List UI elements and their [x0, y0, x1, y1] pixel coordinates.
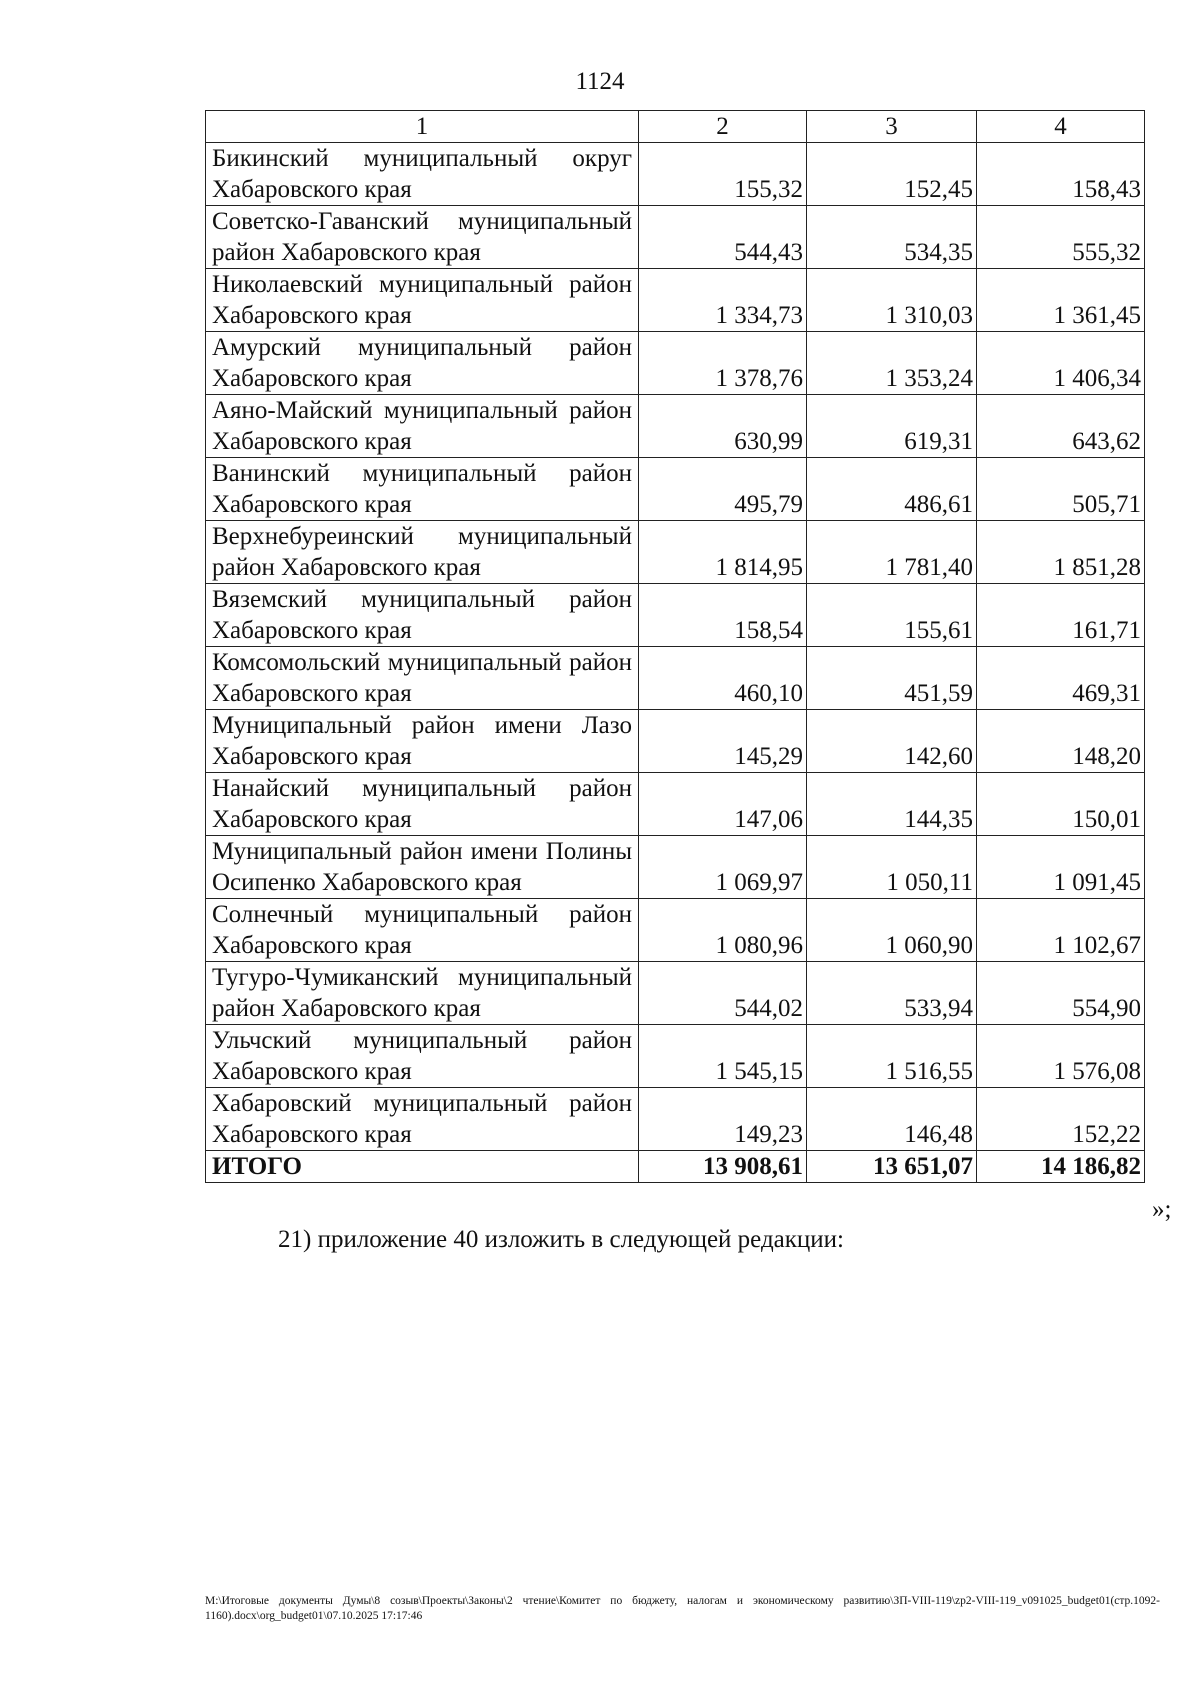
table-row — [206, 1025, 1145, 1088]
table-row — [206, 899, 1145, 962]
value-cell-col4: 1 361,45 — [977, 269, 1145, 332]
value-cell-col3: 1 060,90 — [807, 899, 977, 962]
value-cell-col3: 1 353,24 — [807, 332, 977, 395]
value-cell-col2: 1 069,97 — [639, 836, 807, 899]
value-cell-col4: 161,71 — [977, 584, 1145, 647]
value-cell-col4: 152,22 — [977, 1088, 1145, 1151]
table-row — [206, 458, 1145, 521]
value-cell-col3: 451,59 — [807, 647, 977, 710]
closing-quote: »; — [1152, 1196, 1172, 1223]
municipality-name-cell: Вяземский муниципальный район Хабаровского края — [206, 584, 639, 647]
table-row — [206, 773, 1145, 836]
column-header: 1 — [206, 111, 639, 143]
value-cell-col2: 147,06 — [639, 773, 807, 836]
table-row — [206, 836, 1145, 899]
municipality-name-cell: Муниципальный район имени Лазо Хабаровского края — [206, 710, 639, 773]
total-label: ИТОГО — [206, 1151, 639, 1183]
value-cell-col2: 460,10 — [639, 647, 807, 710]
value-cell-col4: 643,62 — [977, 395, 1145, 458]
value-cell-col3: 146,48 — [807, 1088, 977, 1151]
value-cell-col4: 1 851,28 — [977, 521, 1145, 584]
table-row — [206, 647, 1145, 710]
value-cell-col2: 495,79 — [639, 458, 807, 521]
municipality-name-cell: Бикинский муниципальный округ Хабаровского края — [206, 143, 639, 206]
municipality-name-cell: Тугуро-Чумиканский муниципальный район Хабаровского края — [206, 962, 639, 1025]
municipality-name-cell: Советско-Гаванский муниципальный район Хабаровского края — [206, 206, 639, 269]
file-path-footer: M:\Итоговые документы Думы\8 созыв\Проекты\Законы\2 чтение\Комитет по бюджету, налогам и экономическому развитию\ЗП-VIII-119\zp2-VIII-119_v091025_budget01(стр.1092-1160).docx\org_budget01\07.10.2025 17:17:46 — [205, 1595, 1160, 1622]
municipality-name-cell: Ванинский муниципальный район Хабаровского края — [206, 458, 639, 521]
value-cell-col2: 544,43 — [639, 206, 807, 269]
value-cell-col3: 142,60 — [807, 710, 977, 773]
value-cell-col4: 469,31 — [977, 647, 1145, 710]
table-row — [206, 143, 1145, 206]
value-cell-col4: 1 406,34 — [977, 332, 1145, 395]
value-cell-col2: 1 334,73 — [639, 269, 807, 332]
value-cell-col4: 505,71 — [977, 458, 1145, 521]
table-row — [206, 206, 1145, 269]
value-cell-col3: 1 516,55 — [807, 1025, 977, 1088]
total-col2: 13 908,61 — [639, 1151, 807, 1183]
value-cell-col2: 1 378,76 — [639, 332, 807, 395]
table-row — [206, 332, 1145, 395]
municipality-name-cell: Ульчский муниципальный район Хабаровского края — [206, 1025, 639, 1088]
value-cell-col4: 158,43 — [977, 143, 1145, 206]
municipality-name-cell: Аяно-Майский муниципальный район Хабаровского края — [206, 395, 639, 458]
value-cell-col3: 486,61 — [807, 458, 977, 521]
value-cell-col3: 533,94 — [807, 962, 977, 1025]
municipality-name-cell: Николаевский муниципальный район Хабаровского края — [206, 269, 639, 332]
value-cell-col4: 1 576,08 — [977, 1025, 1145, 1088]
total-col4: 14 186,82 — [977, 1151, 1145, 1183]
total-row — [206, 1151, 1145, 1183]
municipality-name-cell: Амурский муниципальный район Хабаровского края — [206, 332, 639, 395]
value-cell-col4: 1 091,45 — [977, 836, 1145, 899]
page-number: 1124 — [575, 68, 625, 95]
value-cell-col4: 150,01 — [977, 773, 1145, 836]
municipality-name-cell: Хабаровский муниципальный район Хабаровского края — [206, 1088, 639, 1151]
value-cell-col3: 1 781,40 — [807, 521, 977, 584]
column-header: 4 — [977, 111, 1145, 143]
value-cell-col2: 544,02 — [639, 962, 807, 1025]
amendment-paragraph: 21) приложение 40 изложить в следующей редакции: — [278, 1226, 844, 1253]
value-cell-col2: 155,32 — [639, 143, 807, 206]
value-cell-col3: 155,61 — [807, 584, 977, 647]
value-cell-col3: 534,35 — [807, 206, 977, 269]
value-cell-col3: 1 310,03 — [807, 269, 977, 332]
table-header-row — [206, 111, 1145, 143]
municipality-name-cell: Верхнебуреинский муниципальный район Хабаровского края — [206, 521, 639, 584]
value-cell-col2: 158,54 — [639, 584, 807, 647]
table-row — [206, 395, 1145, 458]
value-cell-col2: 1 080,96 — [639, 899, 807, 962]
municipality-name-cell: Комсомольский муниципальный район Хабаровского края — [206, 647, 639, 710]
value-cell-col4: 554,90 — [977, 962, 1145, 1025]
value-cell-col3: 144,35 — [807, 773, 977, 836]
table-row — [206, 962, 1145, 1025]
value-cell-col3: 152,45 — [807, 143, 977, 206]
table-row — [206, 710, 1145, 773]
value-cell-col2: 1 814,95 — [639, 521, 807, 584]
municipality-name-cell: Муниципальный район имени Полины Осипенко Хабаровского края — [206, 836, 639, 899]
value-cell-col3: 1 050,11 — [807, 836, 977, 899]
municipality-name-cell: Нанайский муниципальный район Хабаровского края — [206, 773, 639, 836]
value-cell-col2: 630,99 — [639, 395, 807, 458]
table-row — [206, 584, 1145, 647]
value-cell-col4: 555,32 — [977, 206, 1145, 269]
value-cell-col4: 148,20 — [977, 710, 1145, 773]
table-row — [206, 269, 1145, 332]
column-header: 3 — [807, 111, 977, 143]
value-cell-col4: 1 102,67 — [977, 899, 1145, 962]
budget-table — [205, 110, 1145, 1183]
municipality-name-cell: Солнечный муниципальный район Хабаровского края — [206, 899, 639, 962]
value-cell-col2: 1 545,15 — [639, 1025, 807, 1088]
column-header: 2 — [639, 111, 807, 143]
value-cell-col2: 149,23 — [639, 1088, 807, 1151]
table-row — [206, 521, 1145, 584]
table-row — [206, 1088, 1145, 1151]
value-cell-col2: 145,29 — [639, 710, 807, 773]
total-col3: 13 651,07 — [807, 1151, 977, 1183]
value-cell-col3: 619,31 — [807, 395, 977, 458]
